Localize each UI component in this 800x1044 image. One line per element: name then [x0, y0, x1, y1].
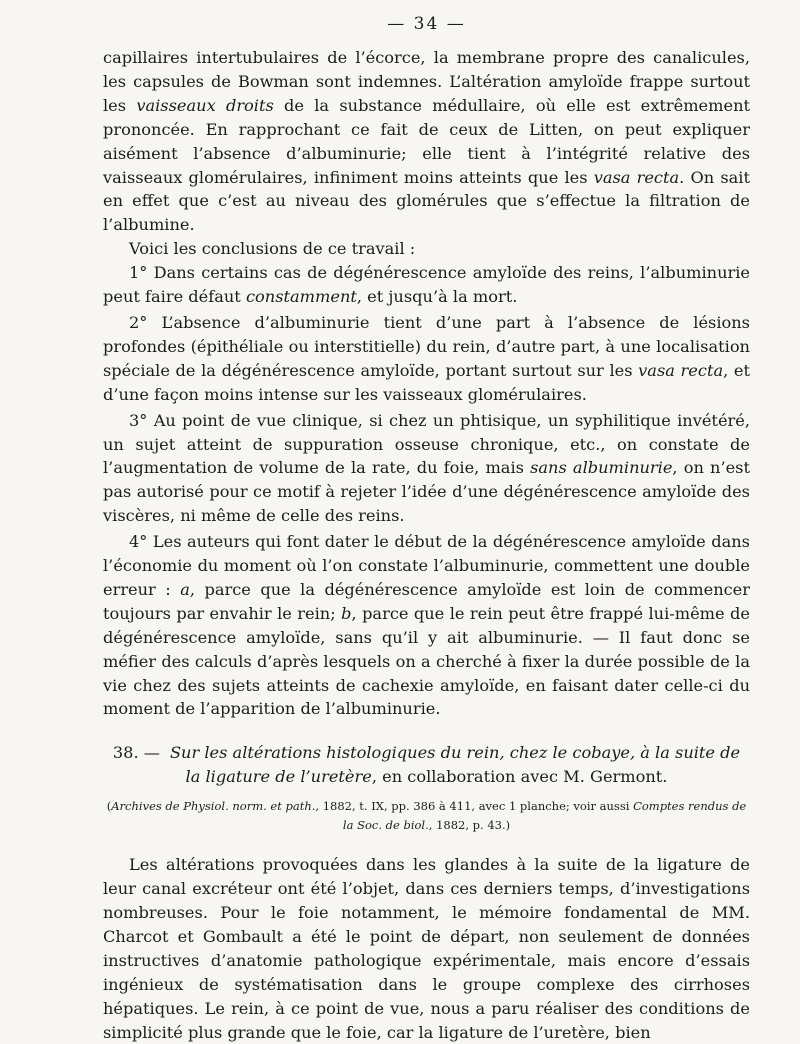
source-details: , 1882, t. IX, pp. 386 à 411, avec 1 planche; voir aussi [315, 799, 634, 814]
paragraph-1 [103, 46, 750, 237]
paragraph-2: Voici les conclusions de ce travail : [129, 239, 416, 259]
p5-text-c: , on n’est pas autorisé pour ce motif à rejeter l’idée d’une dégénérescence amyloïde des viscères, ni même de celle des reins. [103, 458, 750, 526]
section-number: 38. — [112, 743, 160, 763]
source-journal: Archives de Physiol. norm. et path. [111, 799, 316, 814]
p1-italic-b: vaisseaux droits [136, 95, 274, 115]
source-open: ( [106, 799, 112, 814]
conclusion-4 [103, 530, 750, 721]
page-number: — 34 — [387, 14, 466, 34]
section-title-rest: , en collaboration avec M. Germont. [371, 767, 668, 787]
p6-text-c: , parce que la dégénérescence amyloïde est loin de commencer toujours par envahir le rein; [103, 579, 750, 623]
p3-text-c: , et jusqu’à la mort. [356, 287, 518, 307]
p4-text-a: 2° L’absence d’albuminurie tient d’une part à l’absence de lésions profondes (épithéliale ou interstitielle) du rein, d’autre part, à une localisation spéciale de la dégénérescence amyloïde, portant surtout sur les [103, 312, 750, 380]
section-heading [103, 741, 750, 789]
paragraph-7: Les altérations provoquées dans les glandes à la suite de la ligature de leur canal excréteur ont été l’objet, dans ces derniers temps, d’investigations nombreuses. Pour le foie notamment, le mémoire fondamental de MM. Charcot et Gombault a été le point de départ, non seulement de données instructives d’anatomie pathologique expérimentale, mais encore d’essais ingénieux de systématisation dans le groupe complexe des cirrhoses hépatiques. Le rein, à ce point de vue, nous a paru réaliser des conditions de simplicité plus grande que le foie, car la ligature de l’uretère, bien [103, 855, 750, 1042]
conclusion-2 [103, 311, 750, 407]
p6-text-e: , parce que le rein peut être frappé lui-même de dégénérescence amyloïde, sans qu’il y ait albuminurie. — Il faut donc se méfier des calculs d’après lesquels on a cherché à fixer la durée possible de la vie chez des sujets atteints de cachexie amyloïde, en faisant dater celle-ci du moment de l’apparition de l’albuminurie. [103, 603, 750, 719]
p5-italic-b: sans albuminurie [530, 458, 673, 478]
p1-text-c: de la substance médullaire, où elle est extrêmement prononcée. En rapprochant ce fait de ceux de Litten, on peut expliquer aisément l’absence d’albuminurie; elle tient à l’intégrité relative des vaisseaux glomérulaires, infiniment moins atteints que les [103, 95, 750, 187]
conclusion-1 [103, 261, 750, 309]
conclusion-3 [103, 409, 750, 529]
p4-italic-b: vasa recta [638, 360, 724, 380]
p4-text-c: , et d’une façon moins intense sur les vaisseaux glomérulaires. [103, 360, 750, 404]
p5-text-a: 3° Au point de vue clinique, si chez un phtisique, un syphilitique invétéré, un sujet atteint de suppuration osseuse chronique, etc., on constate de l’augmentation de volume de la rate, du foie, mais [103, 410, 750, 478]
p6-italic-b: a [180, 579, 190, 599]
source-journal-2: Comptes rendus de la Soc. de biol. [342, 799, 747, 833]
p1-text-e: . On sait en effet que c’est au niveau des glomérules que s’effectue la filtration de l’albumine. [103, 167, 750, 235]
p6-italic-d: b [341, 603, 352, 623]
section-title-italic: Sur les altérations histologiques du rein, chez le cobaye, à la suite de la ligature de l’uretère [169, 743, 741, 787]
source-reference [103, 797, 750, 835]
source-details-2: , 1882, p. 43.) [428, 818, 511, 833]
p3-text-a: 1° Dans certains cas de dégénérescence amyloïde des reins, l’albuminurie peut faire défaut [103, 263, 750, 307]
p1-italic-d: vasa recta [593, 167, 680, 187]
p1-text-a: capillaires intertubulaires de l’écorce, la membrane propre des canalicules, les capsules de Bowman sont indemnes. L’altération amyloïde frappe surtout les [103, 48, 750, 115]
p6-text-a: 4° Les auteurs qui font dater le début de la dégénérescence amyloïde dans l’économie du moment où l’on constate l’albuminurie, commettent une double erreur : [103, 532, 750, 599]
p3-italic-b: constamment [245, 287, 357, 307]
